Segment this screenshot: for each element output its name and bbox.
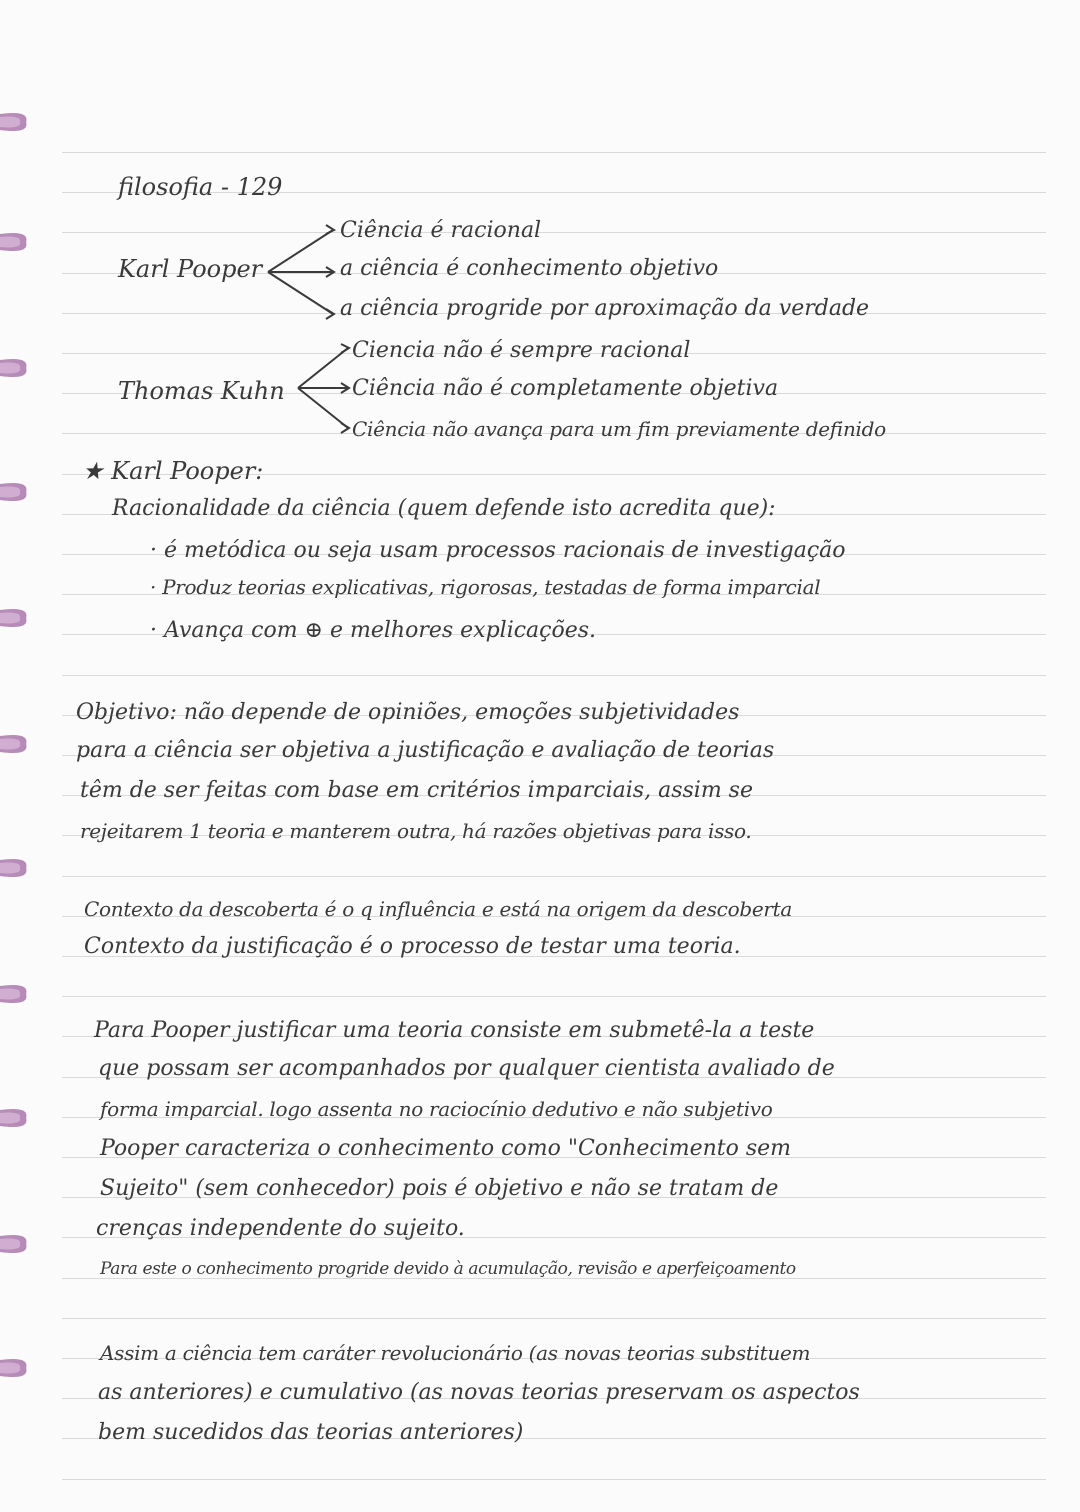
ruled-line <box>62 1479 1046 1480</box>
ruled-line <box>62 232 1046 233</box>
binder-ring <box>0 228 40 256</box>
contexto-line-1: Contexto da descoberta é o q influência e está na origem da descoberta <box>84 897 792 921</box>
popper-item-2: a ciência é conhecimento objetivo <box>340 256 719 281</box>
justificar-line-2: que possam ser acompanhados por qualquer cientista avaliado de <box>98 1056 835 1081</box>
contexto-line-2: Contexto da justificação é o processo de testar uma teoria. <box>84 934 741 959</box>
binder-ring <box>0 604 40 632</box>
assim-line-2: as anteriores) e cumulativo (as novas teorias preservam os aspectos <box>98 1380 860 1405</box>
kuhn-item-2: Ciência não é completamente objetiva <box>352 376 779 401</box>
rationality-bullet-1: · é metódica ou seja usam processos racionais de investigação <box>150 538 846 563</box>
objetivo-line-1: Objetivo: não depende de opiniões, emoções subjetividades <box>76 700 740 725</box>
justificar-line-4: Pooper caracteriza o conhecimento como "Conhecimento sem <box>100 1136 792 1161</box>
star-icon: ★ <box>82 457 112 485</box>
ruled-line <box>62 996 1046 997</box>
binder-ring <box>0 354 40 382</box>
ruled-line <box>62 152 1046 153</box>
rationality-bullet-2: · Produz teorias explicativas, rigorosas, testadas de forma imparcial <box>150 575 821 599</box>
objetivo-line-4: rejeitarem 1 teoria e manterem outra, há razões objetivas para isso. <box>80 819 752 843</box>
ruled-line <box>62 1318 1046 1319</box>
justificar-line-7: Para este o conhecimento progride devido à acumulação, revisão e aperfeiçoamento <box>100 1259 796 1279</box>
objetivo-line-2: para a ciência ser objetiva a justificação e avaliação de teorias <box>76 738 775 763</box>
justificar-line-3: forma imparcial. logo assenta no raciocínio dedutivo e não subjetivo <box>100 1097 773 1121</box>
justificar-line-6: crenças independente do sujeito. <box>96 1216 465 1241</box>
kuhn-arrows <box>290 340 360 440</box>
binder-ring <box>0 1354 40 1382</box>
binder-ring <box>0 108 40 136</box>
assim-line-3: bem sucedidos das teorias anteriores) <box>98 1420 524 1445</box>
objetivo-line-3: têm de ser feitas com base em critérios imparciais, assim se <box>80 778 753 803</box>
popper-item-1: Ciência é racional <box>340 218 542 243</box>
rationality-title: Racionalidade da ciência (quem defende isto acredita que): <box>112 496 776 521</box>
popper-name: Karl Pooper <box>118 255 263 283</box>
kuhn-item-1: Ciencia não é sempre racional <box>352 338 691 363</box>
page-header: filosofia - 129 <box>118 173 283 201</box>
kuhn-name: Thomas Kuhn <box>118 377 285 405</box>
assim-line-1: Assim a ciência tem caráter revolucionário (as novas teorias substituem <box>100 1341 811 1365</box>
binder-ring <box>0 1104 40 1132</box>
binder-ring <box>0 854 40 882</box>
binder-ring <box>0 730 40 758</box>
justificar-line-1: Para Pooper justificar uma teoria consiste em submetê-la a teste <box>94 1018 815 1043</box>
popper-arrows <box>258 222 348 332</box>
binder-ring <box>0 478 40 506</box>
popper-item-3: a ciência progride por aproximação da verdade <box>340 296 870 321</box>
ruled-line <box>62 876 1046 877</box>
kuhn-item-3: Ciência não avança para um fim previamente definido <box>352 417 886 441</box>
justificar-line-5: Sujeito" (sem conhecedor) pois é objetivo e não se tratam de <box>100 1176 779 1201</box>
binder-ring <box>0 980 40 1008</box>
section-title-row <box>82 452 263 490</box>
ruled-line <box>62 675 1046 676</box>
rationality-bullet-3: · Avança com ⊕ e melhores explicações. <box>150 618 597 643</box>
section-title: Karl Pooper: <box>111 457 264 485</box>
binder-ring <box>0 1230 40 1258</box>
